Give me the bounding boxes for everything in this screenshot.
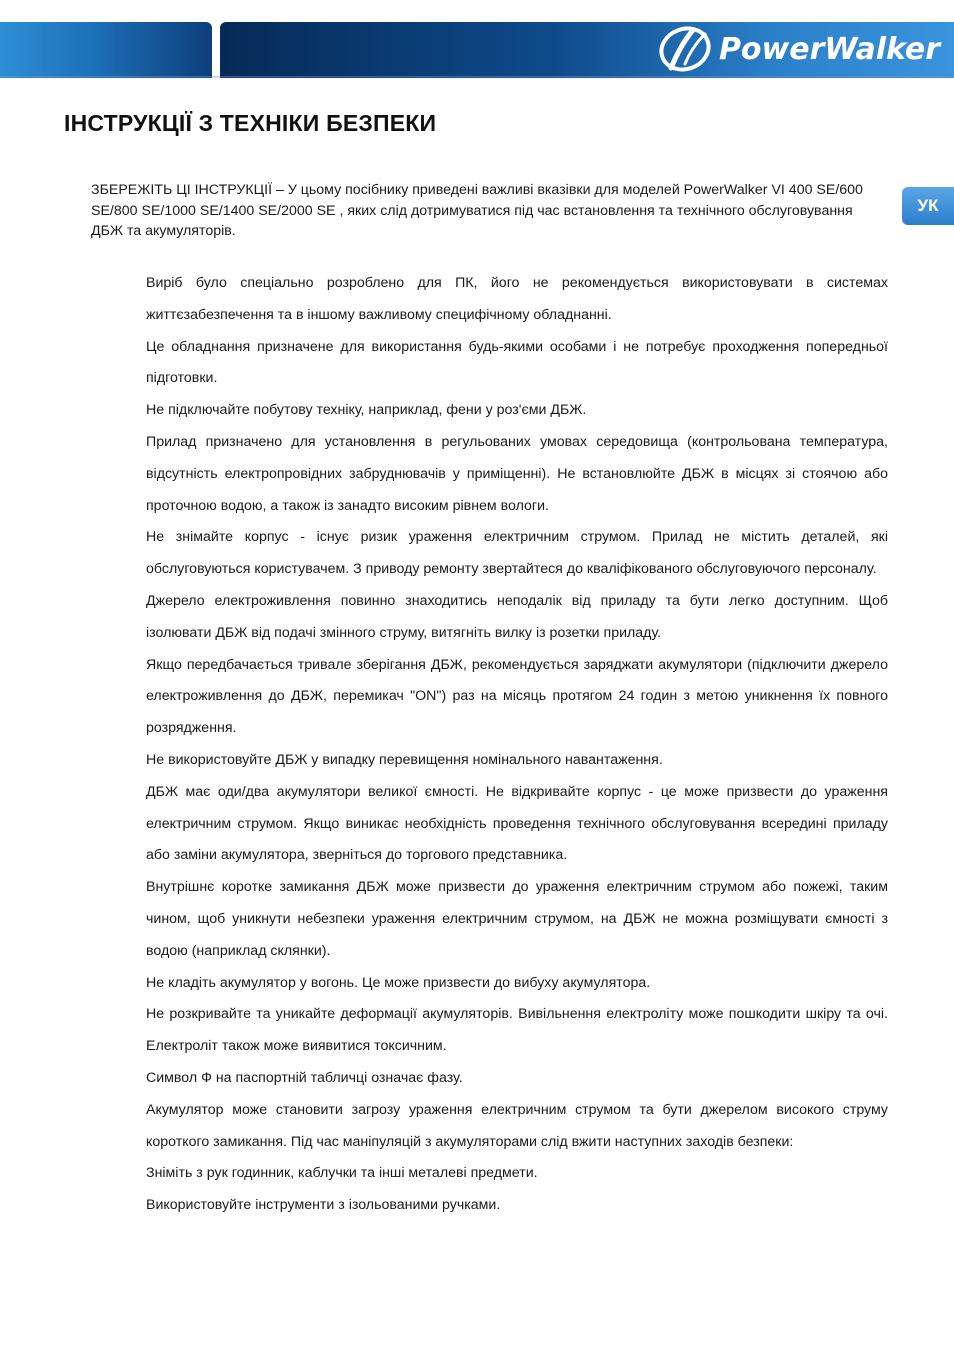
instruction-paragraph: Прилад призначено для установлення в регульованих умовах середовища (контрольована температура, відсутність електропровідних забруднювачів у приміщенні). Не встановлюйте ДБЖ в місцях зі стоячою або проточною водою, а також із занадто високим рівнем вологи. (146, 433, 888, 514)
instruction-paragraph: Зніміть з рук годинник, каблучки та інші металеві предмети. (146, 1165, 538, 1182)
instruction-paragraph: Джерело електроживлення повинно знаходитись неподалік від приладу та бути легко доступним. Щоб ізолювати ДБЖ від подачі змінного струму, витягніть вилку із розетки приладу. (146, 592, 888, 641)
instruction-paragraph: Виріб було спеціально розроблено для ПК, його не рекомендується використовувати в системах життєзабезпечення та в іншому важливому специфічному обладнанні. (146, 275, 888, 323)
powerwalker-swoosh-logo-icon (655, 24, 715, 74)
instruction-paragraph: Не кладіть акумулятор у вогонь. Це може призвести до вибуху акумулятора. (146, 974, 651, 991)
instruction-paragraph: Використовуйте інструменти з ізольованими ручками. (146, 1197, 501, 1214)
instruction-paragraph: Якщо передбачається тривале зберігання ДБЖ, рекомендується заряджати акумулятори (підключити джерело електроживлення до ДБЖ, перемикач "ON") раз на місяць протягом 24 годин з метою уникнення їх повного розрядження. (146, 656, 888, 737)
instruction-paragraph: Не використовуйте ДБЖ у випадку перевищення номінального навантаження. (146, 751, 663, 768)
page-title: ІНСТРУКЦІЇ З ТЕХНІКИ БЕЗПЕКИ (64, 110, 437, 136)
safety-instructions-list (146, 268, 888, 1222)
instruction-paragraph: Символ Ф на паспортній табличці означає фазу. (146, 1069, 463, 1086)
language-tab[interactable]: УК (902, 187, 954, 225)
instruction-paragraph: Це обладнання призначене для використання будь-якими особами і не потребує проходження попередньої підготовки. (146, 338, 888, 387)
brand-name: PowerWalker (718, 31, 940, 67)
instruction-paragraph: Не підключайте побутову техніку, наприклад, фени у роз'єми ДБЖ. (146, 402, 587, 419)
instruction-paragraph: Акумулятор може становити загрозу ураження електричним струмом та бути джерелом високого струму короткого замикання. Під час маніпуляцій з акумуляторами слід вжити наступних заходів безпеки: (146, 1101, 888, 1150)
instruction-paragraph: Не знімайте корпус - існує ризик ураження електричним струмом. Прилад не містить деталей, які обслуговуються користувачем. З приводу ремонту звертайтеся до кваліфікованого обслуговуючого персоналу. (146, 529, 888, 578)
header-banner-left (0, 22, 212, 78)
instruction-paragraph: Не розкривайте та уникайте деформації акумуляторів. Вивільнення електроліту може пошкодити шкіру та очі. Електроліт також може виявитися токсичним. (146, 1006, 888, 1055)
instruction-paragraph: Внутрішнє коротке замикання ДБЖ може призвести до ураження електричним струмом або пожежі, таким чином, щоб уникнути небезпеки ураження електричним струмом, на ДБЖ не можна розміщувати ємності з водою (наприклад склянки). (146, 879, 888, 959)
instruction-paragraph: ДБЖ має оди/два акумулятори великої ємності. Не відкривайте корпус - це може призвести до ураження електричним струмом. Якщо виникає необхідність проведення технічного обслуговування всередині приладу або заміни акумулятора, зверніться до торгового представника. (146, 783, 888, 864)
intro-paragraph: ЗБЕРЕЖІТЬ ЦІ ІНСТРУКЦІЇ – У цьому посібнику приведені важливі вказівки для моделей PowerWalker VI 400 SE/600 SE/800 SE/1000 SE/1400 SE/2000 SE , яких слід дотримуватися під час встановлення та технічного обслуговування ДБЖ та акумуляторів. (91, 182, 863, 239)
header-shadow (0, 76, 954, 79)
brand-logo (655, 24, 940, 74)
